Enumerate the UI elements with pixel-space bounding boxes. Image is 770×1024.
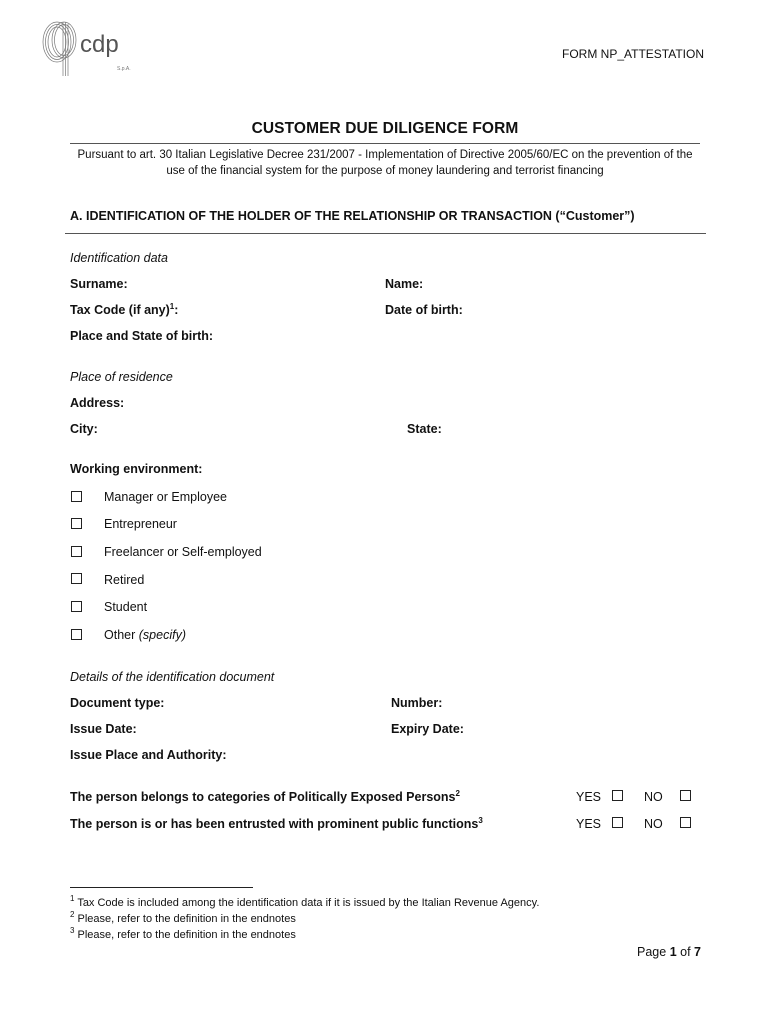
freelancer-checkbox[interactable] (71, 546, 82, 557)
subtitle: Pursuant to art. 30 Italian Legislative Decree 231/2007 - Implementation of Directive 2005/60/EC on the prevention of the use of the financial system for the purpose of money laundering and terrorist financing (77, 149, 693, 177)
document-number-label: Number: (391, 696, 443, 710)
logo-text: cdp (80, 31, 119, 58)
document-title: Details of the identification document (70, 670, 275, 684)
state-label: State: (407, 422, 442, 436)
pep-no-label: NO (644, 790, 663, 804)
pep-yes-label: YES (576, 790, 602, 804)
manager-label: Manager or Employee (104, 490, 227, 504)
document-type-label: Document type: (70, 696, 165, 710)
public-functions-no-checkbox[interactable] (680, 817, 691, 828)
date-of-birth-label: Date of birth: (385, 303, 463, 317)
entrepreneur-checkbox[interactable] (71, 518, 82, 529)
pep-question: The person belongs to categories of Politically Exposed Persons$^2$ (70, 789, 460, 804)
student-checkbox[interactable] (71, 601, 82, 612)
footnote-3: $^3$ Please, refer to the definition in the endnotes (70, 926, 296, 941)
manager-checkbox[interactable] (71, 491, 82, 502)
retired-label: Retired (104, 573, 145, 587)
surname-label: Surname: (70, 277, 128, 291)
city-label: City: (70, 422, 98, 436)
logo-small-text: S.p.A. (117, 66, 131, 72)
issue-place-label: Issue Place and Authority: (70, 748, 227, 762)
other-checkbox[interactable] (71, 629, 82, 640)
residence-title: Place of residence (70, 370, 173, 384)
section-a-divider (65, 233, 706, 234)
working-environment-title: Working environment: (70, 462, 203, 476)
address-label: Address: (70, 396, 125, 410)
footnote-divider (70, 887, 253, 888)
tax-code-label: Tax Code (if any)$^1$: (70, 302, 179, 317)
public-functions-yes-checkbox[interactable] (612, 817, 623, 828)
student-label: Student (104, 600, 148, 614)
entrepreneur-label: Entrepreneur (104, 517, 177, 531)
section-a-heading: A. IDENTIFICATION OF THE HOLDER OF THE RELATIONSHIP OR TRANSACTION (“Customer”) (70, 209, 635, 223)
cdp-logo (40, 18, 140, 78)
pep-no-checkbox[interactable] (680, 790, 691, 801)
other-label: Other (specify) (104, 628, 186, 642)
public-functions-question: The person is or has been entrusted with prominent public functions$^3$ (70, 816, 483, 831)
expiry-date-label: Expiry Date: (391, 722, 464, 736)
footnote-2: $^2$ Please, refer to the definition in the endnotes (70, 910, 296, 925)
identification-title: Identification data (70, 251, 168, 265)
freelancer-label: Freelancer or Self-employed (104, 545, 262, 559)
form-code: FORM NP_ATTESTATION (562, 47, 705, 61)
place-of-birth-label: Place and State of birth: (70, 329, 214, 343)
public-functions-no-label: NO (644, 817, 663, 831)
page-title: CUSTOMER DUE DILIGENCE FORM (251, 120, 519, 137)
pep-yes-checkbox[interactable] (612, 790, 623, 801)
page-number: Page 1 of 7 (637, 945, 701, 959)
issue-date-label: Issue Date: (70, 722, 137, 736)
retired-checkbox[interactable] (71, 573, 82, 584)
name-label: Name: (385, 277, 424, 291)
footnote-1: $^1$ Tax Code is included among the identification data if it is issued by the Italian Revenue Agency. (70, 894, 540, 909)
public-functions-yes-label: YES (576, 817, 602, 831)
title-divider (70, 143, 700, 144)
